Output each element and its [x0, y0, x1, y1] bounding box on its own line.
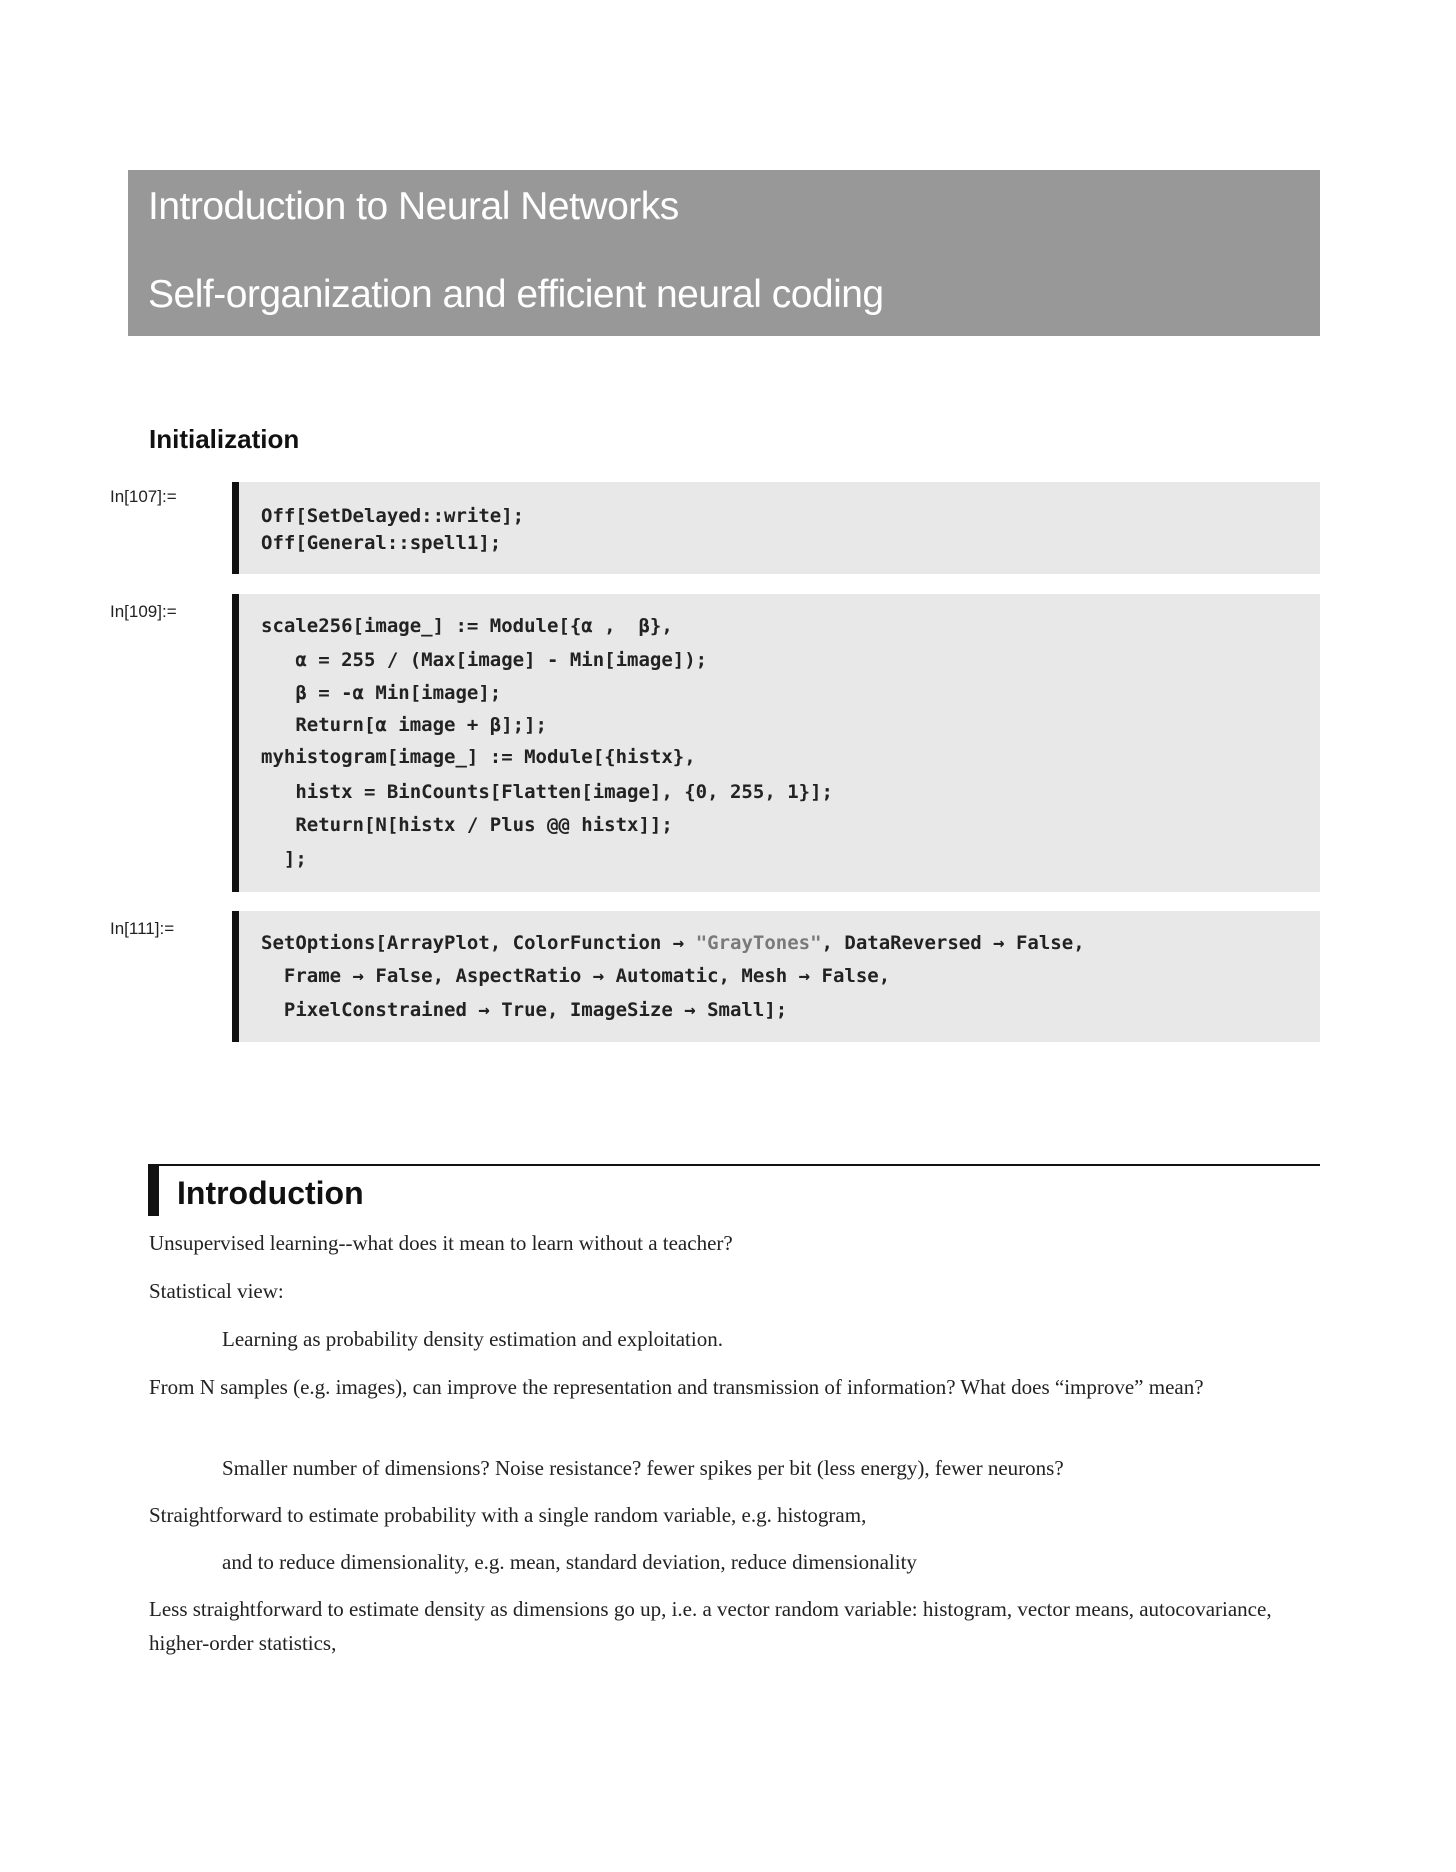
notebook-title: Introduction to Neural Networks [148, 185, 679, 228]
code-line: myhistogram[image_] := Module[{histx}, [261, 746, 696, 768]
paragraph: Straightforward to estimate probability with a single random variable, e.g. histogram, [149, 1503, 867, 1527]
code-cell[interactable] [232, 594, 1320, 892]
code-line: β = -α Min[image]; [261, 682, 502, 704]
code-segment: , DataReversed → False, [821, 932, 1085, 954]
code-line: Return[α image + β];]; [261, 714, 547, 736]
code-line: histx = BinCounts[Flatten[image], {0, 255, 1}]; [261, 781, 833, 803]
code-line: α = 255 / (Max[image] - Min[image]); [261, 649, 708, 671]
code-line: Off[General::spell1]; [261, 532, 502, 554]
code-line: Off[SetDelayed::write]; [261, 505, 525, 527]
code-cell[interactable] [232, 911, 1320, 1042]
section-heading-initialization: Initialization [149, 424, 300, 454]
notebook-title-banner [128, 170, 1320, 336]
code-line: ]; [261, 848, 307, 870]
section-heading-introduction: Introduction [177, 1175, 364, 1211]
section-rule [148, 1164, 1320, 1166]
indented-paragraph: Learning as probability density estimation and exploitation. [222, 1327, 723, 1351]
code-cell[interactable] [232, 482, 1320, 574]
code-string-literal: "GrayTones" [695, 932, 822, 954]
paragraph: Less straightforward to estimate density as dimensions go up, i.e. a vector random variable: histogram, vector means, autocovariance, higher-order statistics, [149, 1597, 1272, 1655]
code-line [261, 931, 1085, 955]
input-label: In[109]:= [110, 602, 177, 621]
indented-paragraph: Smaller number of dimensions? Noise resistance? fewer spikes per bit (less energy), fewer neurons? [222, 1456, 1064, 1480]
code-segment: SetOptions[ArrayPlot, ColorFunction → [261, 932, 696, 954]
input-label: In[111]:= [110, 919, 175, 938]
paragraph: Unsupervised learning--what does it mean to learn without a teacher? [149, 1231, 733, 1255]
input-label: In[107]:= [110, 487, 177, 506]
indented-paragraph: and to reduce dimensionality, e.g. mean, standard deviation, reduce dimensionality [222, 1550, 917, 1574]
section-marker-bar [148, 1166, 159, 1216]
code-line: PixelConstrained → True, ImageSize → Small]; [261, 999, 788, 1021]
paragraph: From N samples (e.g. images), can improve the representation and transmission of information? What does “improve” mean? [149, 1375, 1204, 1399]
notebook-subtitle: Self-organization and efficient neural coding [148, 273, 884, 316]
code-line: Return[N[histx / Plus @@ histx]]; [261, 814, 673, 836]
code-line: scale256[image_] := Module[{α , β}, [261, 615, 673, 637]
paragraph: Statistical view: [149, 1279, 284, 1303]
code-line: Frame → False, AspectRatio → Automatic, Mesh → False, [261, 965, 891, 987]
